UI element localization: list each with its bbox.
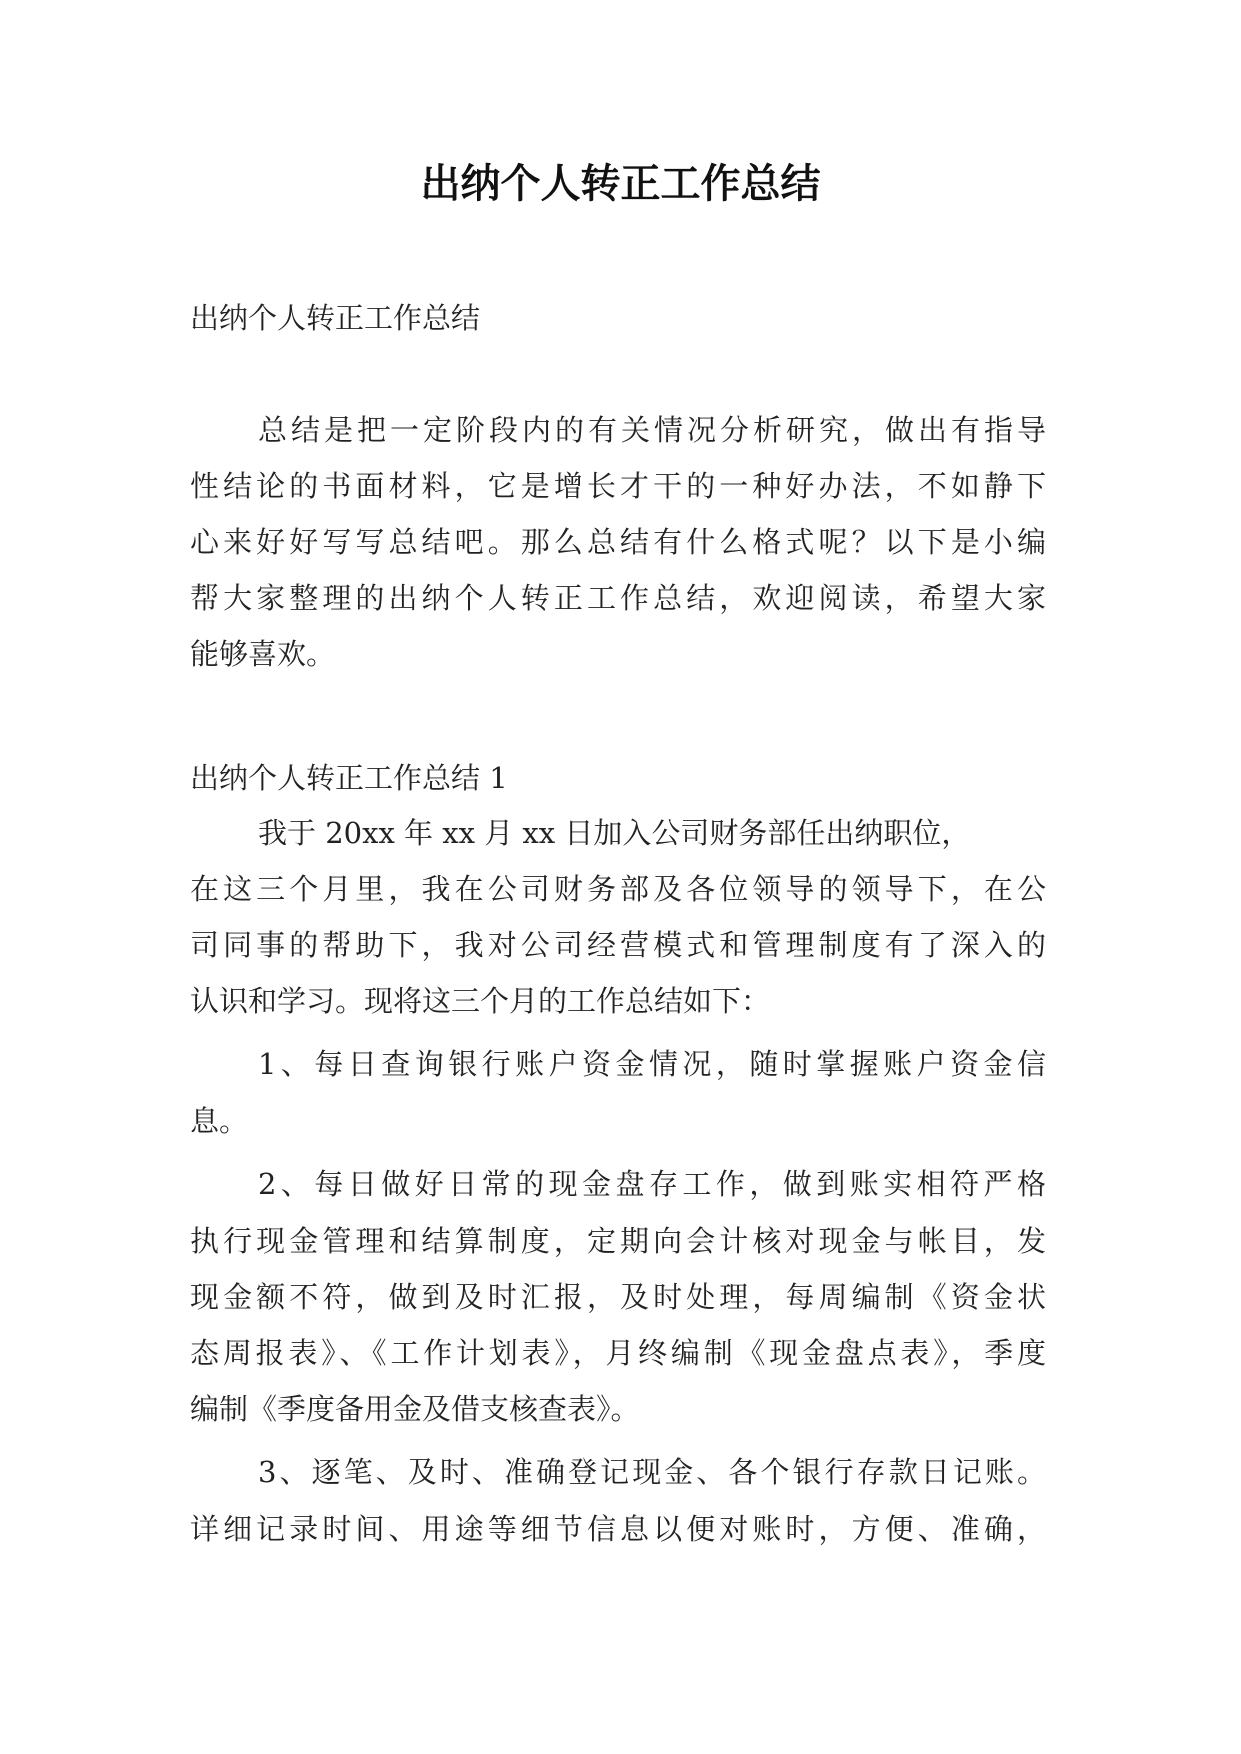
section-heading: 出纳个人转正工作总结 1 <box>190 761 508 795</box>
body-line: 在这三个月里，我在公司财务部及各位领导的领导下，在公 <box>190 872 1046 906</box>
intro-line: 心来好好写写总结吧。那么总结有什么格式呢？以下是小编 <box>190 525 1046 559</box>
document-title: 出纳个人转正工作总结 <box>420 161 821 207</box>
body-line: 现金额不符，做到及时汇报，及时处理，每周编制《资金状 <box>190 1280 1046 1314</box>
intro-line: 能够喜欢。 <box>190 637 336 671</box>
intro-line: 总结是把一定阶段内的有关情况分析研究，做出有指导 <box>258 413 1046 447</box>
document-subtitle: 出纳个人转正工作总结 <box>190 301 481 335</box>
body-line: 执行现金管理和结算制度，定期向会计核对现金与帐目，发 <box>190 1224 1046 1258</box>
body-line: 认识和学习。现将这三个月的工作总结如下： <box>190 984 771 1018</box>
body-line: 司同事的帮助下，我对公司经营模式和管理制度有了深入的 <box>190 928 1046 962</box>
intro-line: 性结论的书面材料，它是增长才干的一种好办法，不如静下 <box>190 469 1046 503</box>
intro-line: 帮大家整理的出纳个人转正工作总结，欢迎阅读，希望大家 <box>190 581 1046 615</box>
body-line: 1、每日查询银行账户资金情况，随时掌握账户资金信 <box>258 1047 1046 1081</box>
body-line: 详细记录时间、用途等细节信息以便对账时，方便、准确， <box>190 1512 1046 1546</box>
body-line: 编制《季度备用金及借支核查表》。 <box>190 1392 640 1426</box>
body-line: 2、每日做好日常的现金盘存工作，做到账实相符严格 <box>258 1167 1046 1201</box>
body-line: 息。 <box>190 1104 249 1138</box>
body-line: 3、逐笔、及时、准确登记现金、各个银行存款日记账。 <box>258 1455 1046 1489</box>
body-line: 我于 20xx 年 xx 月 xx 日加入公司财务部任出纳职位， <box>258 816 971 850</box>
body-line: 态周报表》、《工作计划表》，月终编制《现金盘点表》，季度 <box>190 1336 1046 1370</box>
